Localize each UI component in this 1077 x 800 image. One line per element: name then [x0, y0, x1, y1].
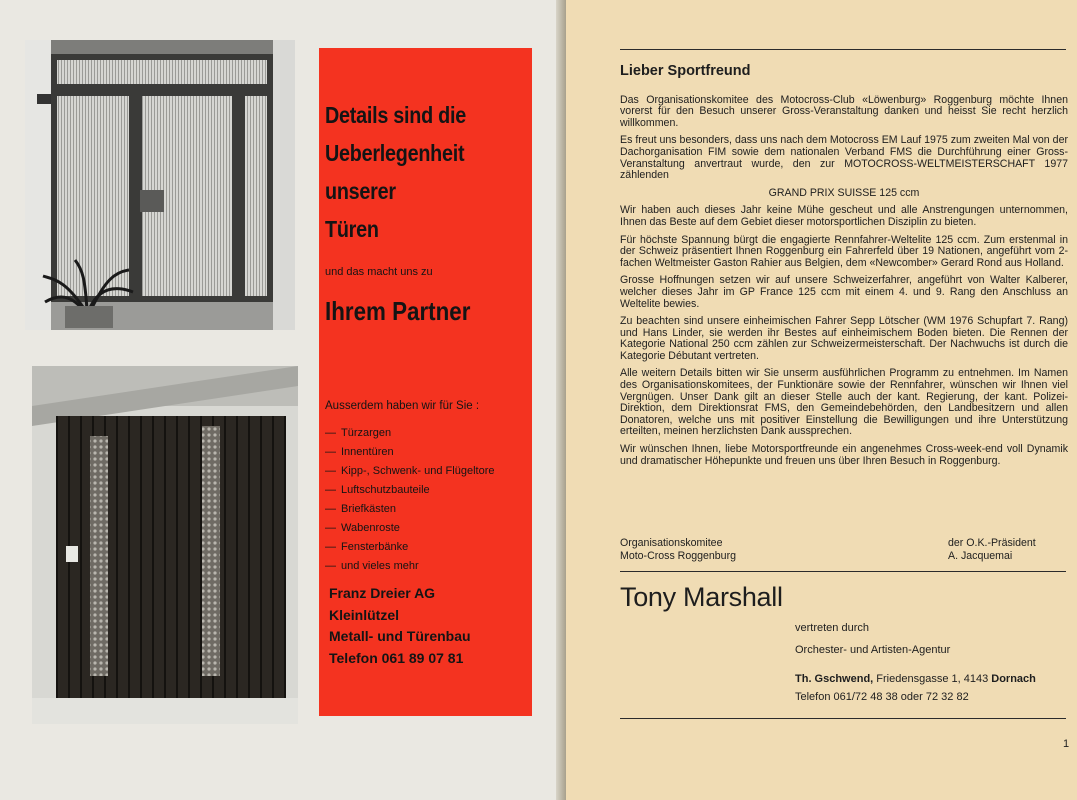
- ad-product-list: [325, 424, 494, 576]
- welcome-letter: [620, 63, 1068, 473]
- ad-product-item: — Briefkästen: [325, 500, 494, 519]
- ad-headline: [325, 96, 501, 248]
- ad-subline: und das macht uns zu: [325, 266, 433, 278]
- agency-street: Friedensgasse 1, 4143: [873, 673, 992, 685]
- door-advertisement: [319, 48, 532, 716]
- represented-by: vertreten durch: [795, 622, 869, 634]
- letter-paragraph: Zu beachten sind unsere einheimischen Fahrer Sepp Lötscher (WM 1976 Schupfart 7. Rang) und Hans Linder, sie werden ihr Bestes auf einheimischem Boden bieten. Die Rennen der Kategorie National 250 ccm zählen zur Schweizermeisterschaft. Der Nachwuchs ist durch die Kategorie Débutant vertreten.: [620, 315, 1068, 362]
- wooden-gate-photo: [32, 366, 298, 724]
- ad-company-line: Telefon 061 89 07 81: [329, 649, 464, 666]
- agency-address: [795, 673, 1036, 685]
- ad-product-item: — und vieles mehr: [325, 557, 494, 576]
- agency-city: Dornach: [991, 673, 1036, 685]
- glass-door-photo: [25, 40, 295, 330]
- top-rule: [620, 49, 1066, 50]
- wooden-gate-illustration: [32, 366, 298, 724]
- ad-headline-line: Ueberlegenheit: [325, 140, 465, 166]
- agency-type: Orchester- und Artisten-Agentur: [795, 644, 951, 656]
- signature-line: der O.K.-Präsident: [948, 537, 1036, 549]
- ad-product-item: — Türzargen: [325, 424, 494, 443]
- ad-product-item: — Wabenroste: [325, 519, 494, 538]
- ad-company-line: Metall- und Türenbau: [329, 628, 471, 644]
- letter-paragraph: Alle weitern Details bitten wir Sie unserm ausführlichen Programm zu entnehmen. Im Namen des Organisationskomitees, der Funktionäre sowie der Rennfahrer, wünschen wir Ihnen viel Vergnügen. Unser Dank gilt an dieser Stelle auch der kant. Regierung, der kant. Polizei-Direktion, dem Direktionsrat FMS, den Gemeindebehörden, den Landbesitzern und allen Donatoren, welche uns mit positiver Einstellung die Bewilligungen und ihre Unterstützung erteilten, meinen herzlichsten Dank aussprechen.: [620, 367, 1068, 438]
- ad-headline-line: Türen: [325, 216, 379, 242]
- letter-paragraph: Das Organisationskomitee des Motocross-Club «Löwenburg» Roggenburg möchte Ihnen vorerst für den Besuch unserer Gross-Veranstaltung danken und heisst Sie recht herzlich willkommen.: [620, 93, 1068, 129]
- artist-name: Tony Marshall: [620, 582, 783, 612]
- glass-door-illustration: [25, 40, 295, 330]
- ad-product-item: — Innentüren: [325, 443, 494, 462]
- ad-headline-line: unserer: [325, 178, 396, 204]
- ad-product-item: — Luftschutzbauteile: [325, 481, 494, 500]
- ad-partner-line: Ihrem Partner: [325, 296, 471, 326]
- ad-headline-line: Details sind die: [325, 102, 466, 128]
- signature-line: Organisationskomitee: [620, 537, 723, 549]
- mid-rule: [620, 571, 1066, 572]
- bottom-rule: [620, 718, 1066, 719]
- ad-product-item: — Fensterbänke: [325, 538, 494, 557]
- signature-committee: [620, 537, 736, 563]
- ad-company-block: [329, 583, 471, 669]
- letter-paragraph: Wir haben auch dieses Jahr keine Mühe gescheut und alle Anstrengungen unternommen, Ihnen das Beste auf dem Gebiet dieser motorsportlichen Disziplin zu bieten.: [620, 204, 1068, 228]
- page-number: 1: [1063, 738, 1070, 750]
- ad-list-intro: Ausserdem haben wir für Sie :: [325, 400, 480, 412]
- letter-greeting: Lieber Sportfreund: [620, 63, 751, 79]
- event-title: GRAND PRIX SUISSE 125 ccm: [768, 186, 920, 199]
- agency-name: Th. Gschwend,: [795, 673, 874, 685]
- letter-paragraph: Es freut uns besonders, dass uns nach dem Motocross EM Lauf 1975 zum zweiten Mal von der Dachorganisation FIM sowie dem nationalen Verband FMS die Durchführung einer Gross-Veranstaltung anvertraut wurde, den zur MOTOCROSS-WELTMEISTERSCHAFT 1977 zählenden: [620, 134, 1068, 182]
- letter-paragraph: Für höchste Spannung bürgt die engagierte Rennfahrer-Weltelite 125 ccm. Zum erstenmal in der Schweiz präsentiert Ihnen Roggenburg ein Fahrerfeld über 19 Nationen, angeführt vom 2-fachen Weltmeister Gaston Rahier aus Belgien, dem «Newcomber» Gerard Rond aus Holland.: [620, 233, 1068, 269]
- signature-president: [948, 537, 1036, 563]
- ad-company-line: Kleinlützel: [329, 606, 400, 623]
- letter-paragraph: Grosse Hoffnungen setzen wir auf unsere Schweizerfahrer, angeführt von Walter Kalberer, welcher dieses Jahr im GP France 125 ccm mit einem 4. und 9. Rang den Anschluss an Weltelite bewies.: [620, 274, 1068, 310]
- ad-company-line: Franz Dreier AG: [329, 585, 436, 601]
- ad-product-item: — Kipp-, Schwenk- und Flügeltore: [325, 462, 494, 481]
- signature-line: Moto-Cross Roggenburg: [620, 550, 736, 562]
- signature-line: A. Jacquemai: [948, 550, 1013, 562]
- letter-paragraph: Wir wünschen Ihnen, liebe Motorsportfreunde ein angenehmes Cross-week-end voll Dynamik und dramatischer Höhepunkte und freuen uns über Ihren Besuch in Roggenburg.: [620, 443, 1068, 467]
- agency-phone: Telefon 061/72 48 38 oder 72 32 82: [795, 691, 969, 703]
